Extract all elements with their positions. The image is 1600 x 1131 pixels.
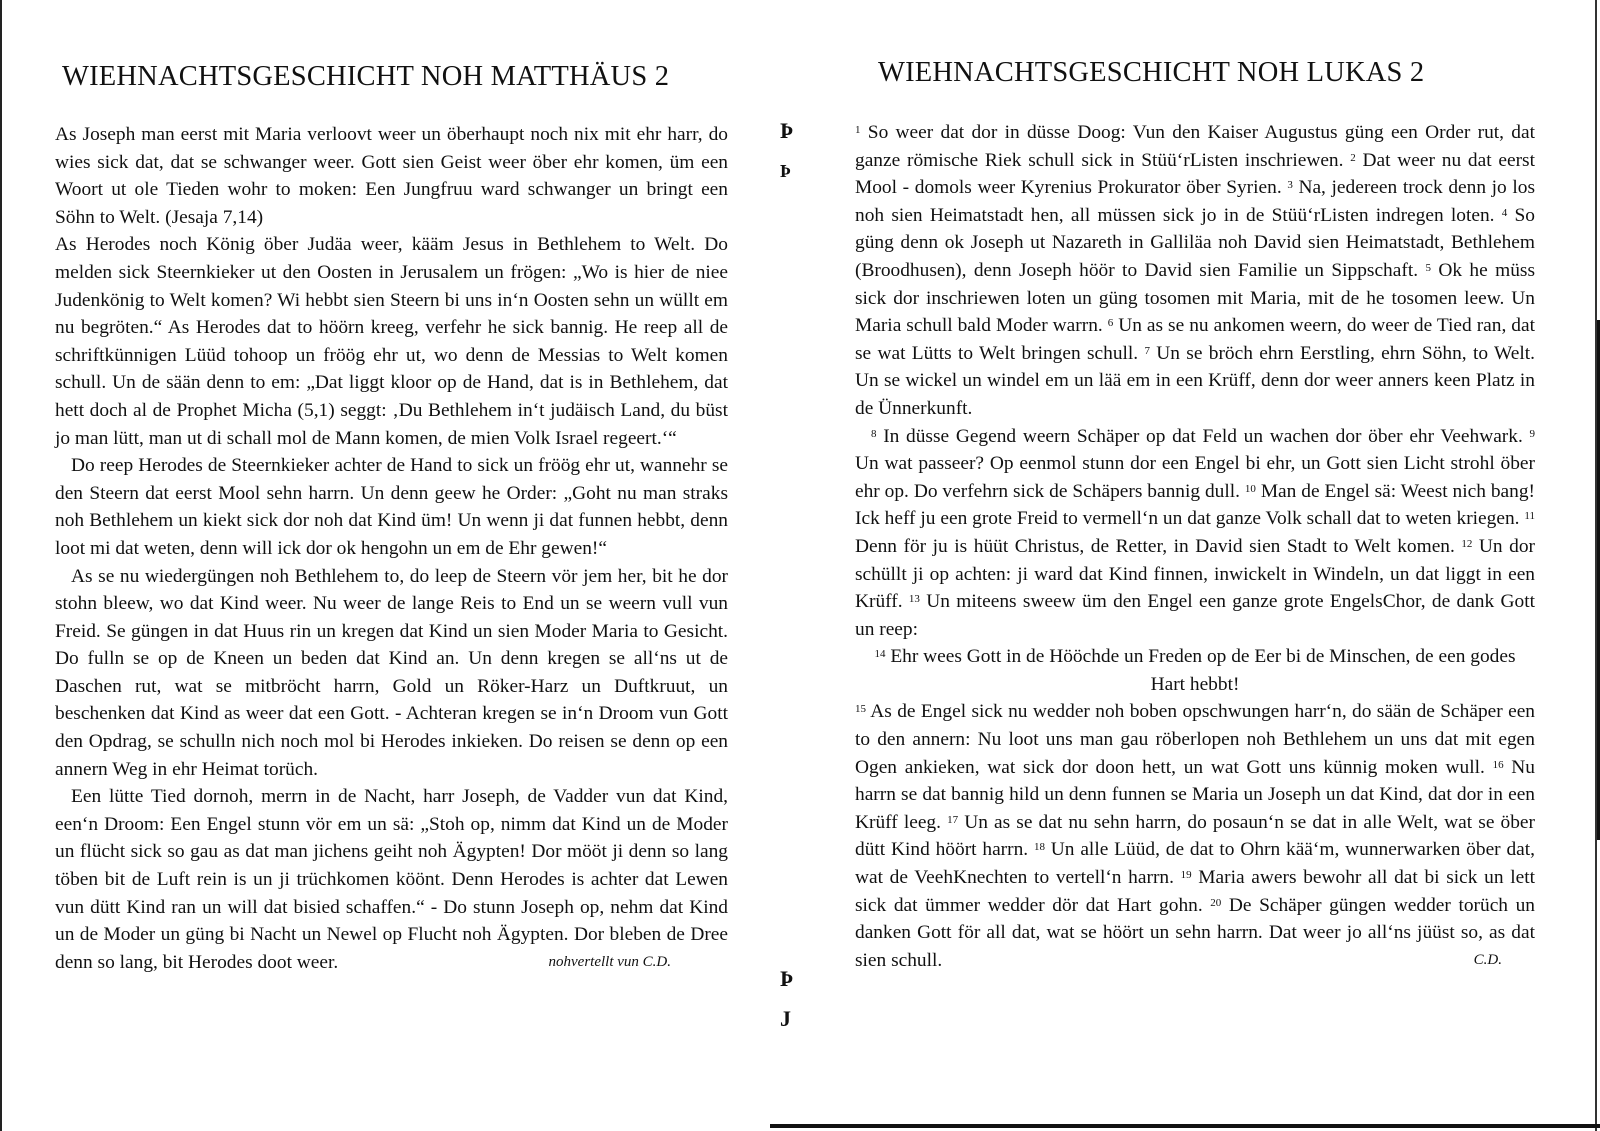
verse-number: 11 [1524,510,1535,523]
verse-number: 2 [1350,151,1356,164]
text-column-lukas [855,119,1535,974]
text-column-matthaeus [55,121,728,976]
verse-text: So güng denn ok Joseph ut Nazareth in Galliläa noh David sien Heimatstadt, Bethlehem (Broodhusen), denn Joseph höör to David sien Familie un Sippschaft. [855,204,1535,281]
credit-lukas: C.D. [1473,951,1502,968]
paragraph-last [55,783,728,976]
verse-text: Dat weer nu dat eerst Mool - domols weer Kyrenius Prokurator öber Syrien. [855,149,1535,199]
spine-mark: Þ [780,118,794,143]
paragraph: As se nu wiedergüngen noh Bethlehem to, do leep de Steern vör jem her, bit he dor stohn bleew, wo dat Kind weer. Nu weer de lange Reis to End un se weern vull vun Freid. Se güngen in dat Huus rin un kregen dat Kind un sien Moder Maria to Gesicht. Do fulln se op de Kneen un beden dat Kind an. Un denn kregen se all‘ns ut de Daschen rut, wat se mitbröcht harrn, Gold un Röker-Harz un Duftkruut, un beschenken dat Kind as weer dat een Gott. - Achteran kregen se in‘n Droom vun Gott den Opdrag, se schulln nich noch mol bi Herodes inkieken. Do reisen se denn op een annern Weg in ehr Heimat torüch. [55,565,728,780]
verse-number: 18 [1033,841,1045,854]
verse-number: 3 [1287,179,1293,192]
verse-text: De Schäper güngen wedder torüch un danken Gott för all dat, wat se höört un sehn harrn. Dat weer jo all‘ns jüüst so, as dat sien schull. [855,894,1535,971]
verse-text: Nu harrn se dat bannig hild un denn funnen se Maria un Joseph un dat Kind, dat dor in een Krüff leeg. [855,756,1536,833]
verse-number: 5 [1425,261,1431,274]
verse-number: 8 [871,427,877,440]
verse-number: 13 [908,593,920,606]
verse-number: 15 [855,703,866,716]
verse-text: Un wat passeer? Op eenmol stunn dor een Engel bi ehr, un Gott sien Licht strohl öber ehr op. Do verfehrn sick de Schäpers bannig dull. [855,453,1535,502]
paragraph: As Herodes noch König öber Judäa weer, kääm Jesus in Bethlehem to Welt. Do melden sick Steernkieker ut den Oosten in Jerusalem un frögen: „Wo is hier de niee Judenkönig to Welt komen? Wi hebbt sien Steern bi uns in‘n Oosten sehn un wüllt em nu begröten.“ As Herodes dat to höörn kreeg, verfehr he sick bannig. He reep all de schriftkünnigen Lüüd tohoop un fröög ehr ut, wo denn de Messias to Welt komen schull. Un de sään denn to em: „Dat liggt kloor op de Hand, dat is in Bethlehem, dat hett doch al de Prophet Micha (5,1) seggt: ‚Du Bethlehem in‘t judäisch Land, du büst jo man lütt, man ut di schall mol de Mann komen, de mien Volk Israel regeert.‘“ [55,234,728,449]
verse-number: 12 [1461,537,1473,550]
verse-text: Ok he müss sick dor inschriewen loten un güng tosomen mit Maria, mit de he tosomen leew. Un Maria schull bald Moder warrn. [855,259,1535,337]
verse-text: Denn för ju is hüüt Christus, de Retter, in David sien Stadt to Welt komen. [855,535,1462,557]
paragraph: Do reep Herodes de Steernkieker achter de Hand to sick un fröög ehr ut, wannehr se den Steern dat eerst Mool sehn harrn. Un denn geew he Order: „Goht nu man straks noh Bethlehem un kiekt sick dor noh dat Kind üm! Un wenn ji dat funnen hebbt, denn loot mi dat weten, denn will ick dor ok hengohn un em de Ehr gewen!“ [55,455,728,559]
paragraph [855,119,1535,423]
verse-text: As de Engel sick nu wedder noh boben opschwungen harr‘n, do sään de Schäper een to den annern: Nu loot uns man gau röberlopen noh Bethlehem un uns dat mit egen Ogen ankieken, wat sick dor doon hett, un wat Gott uns künnig moken wull. [855,701,1535,778]
page-title-matthaeus: WIEHNACHTSGESCHICHT NOH MATTHÄUS 2 [62,61,670,92]
verse-text: Ehr wees Gott in de Hööchde un Freden op de Eer bi de Minschen, de een godes Hart hebbt! [885,646,1516,695]
verse-text: Un dor schüllt ji op achten: ji ward dat Kind finnen, inwickelt in Windeln, un dat liggt in een Krüff. [855,535,1535,613]
verse-number: 14 [874,648,886,661]
paragraph [855,423,1535,644]
verse-number: 6 [1107,317,1114,330]
credit-matthaeus: nohvertellt vun C.D. [548,953,671,970]
verse-number: 4 [1501,206,1508,219]
paragraph-quote [855,643,1535,698]
page-matthaeus [0,0,794,1131]
page-title-lukas: WIEHNACHTSGESCHICHT NOH LUKAS 2 [878,57,1425,88]
verse-text: Un as se nu ankomen weern, do weer de Tied ran, dat se wat Lütts to Welt bringen schull. [855,315,1535,364]
spine-mark: Þ [780,161,791,181]
verse-text: Un alle Lüüd, de dat to Ohrn kää‘m, wunnerwarken öber dat, wat de VeehKnechten to vertell‘n harrn. [855,839,1536,889]
verse-number: 20 [1210,896,1222,909]
verse-text: Un as se dat nu sehn harrn, do posaun‘n se dat in alle Welt, wat se öber dütt Kind höört harrn. [855,811,1535,861]
verse-text: In düsse Gegend weern Schäper op dat Feld un wachen dor öber ehr Veehwark. [876,425,1530,447]
verse-number: 16 [1492,758,1504,771]
verse-number: 10 [1244,482,1256,495]
spine-mark: J [780,1006,791,1031]
spine-mark: Þ [780,966,794,991]
paragraph-text: Een lütte Tied dornoh, merrn in de Nacht, harr Joseph, de Vadder vun dat Kind, een‘n Droom: Een Engel stunn vör em un sä: „Stoh op, nimm dat Kind un de Moder un flücht sick so gau as dat man jichens geiht noh Ägypten! Dor mööt ji denn so lang töben bit de Luft rein is un ji trüchkomen köönt. Denn Herodes is achter dat Lewen vun dütt Kind ran un will dat bisied schaffen.“ - Do stunn Joseph op, nehm dat Kind un de Moder un güng bi Nacht un Newel op Flucht noh Ägypten. Dor bleben de Dree denn so lang, bit Herodes doot weer. [55,786,728,973]
verse-number: 19 [1180,869,1192,882]
paragraph: As Joseph man eerst mit Maria verloovt weer un öberhaupt noch nix mit ehr harr, do wies sick dat, dat se schwanger weer. Gott sien Geist weer öber ehr komen, üm een Woort ut ole Tieden wohr to moken: Een Jungfruu ward schwanger un bringt een Söhn to Welt. (Jesaja 7,14) [55,124,728,228]
verse-text: Man de Engel sä: Weest nich bang! Ick heff ju een grote Freid to vermell‘n un dat ganze Volk schall dat to weten kriegen. [855,480,1535,530]
verse-number: 1 [855,124,861,136]
verse-text: Na, jedereen trock denn jo los noh sien Heimatstadt hen, all müssen sick jo in de Stüü‘rListen indregen loten. [855,177,1536,226]
paragraph [855,698,1535,974]
verse-number: 17 [947,813,959,826]
verse-text: Un miteens sweew üm den Engel een ganze grote EngelsChor, de dank Gott un reep: [855,591,1535,640]
verse-text: Maria awers bewohr all dat bi sick un lett sick dat ümmer wedder dör dat Hart gohn. [855,867,1535,916]
verse-text: So weer dat dor in düsse Doog: Vun den Kaiser Augustus güng een Order rut, dat ganze römische Riek schull sick in Stüü‘rListen inschriewen. [855,122,1535,171]
page-lukas [790,0,1600,1131]
verse-number: 7 [1144,344,1150,357]
verse-number: 9 [1529,427,1535,440]
verse-text: Un se bröch ehrn Eerstling, ehrn Söhn, to Welt. Un se wickel un windel em un lää em in een Krüff, denn dor weer anners keen Platz in de Ünnerkunft. [855,342,1535,419]
